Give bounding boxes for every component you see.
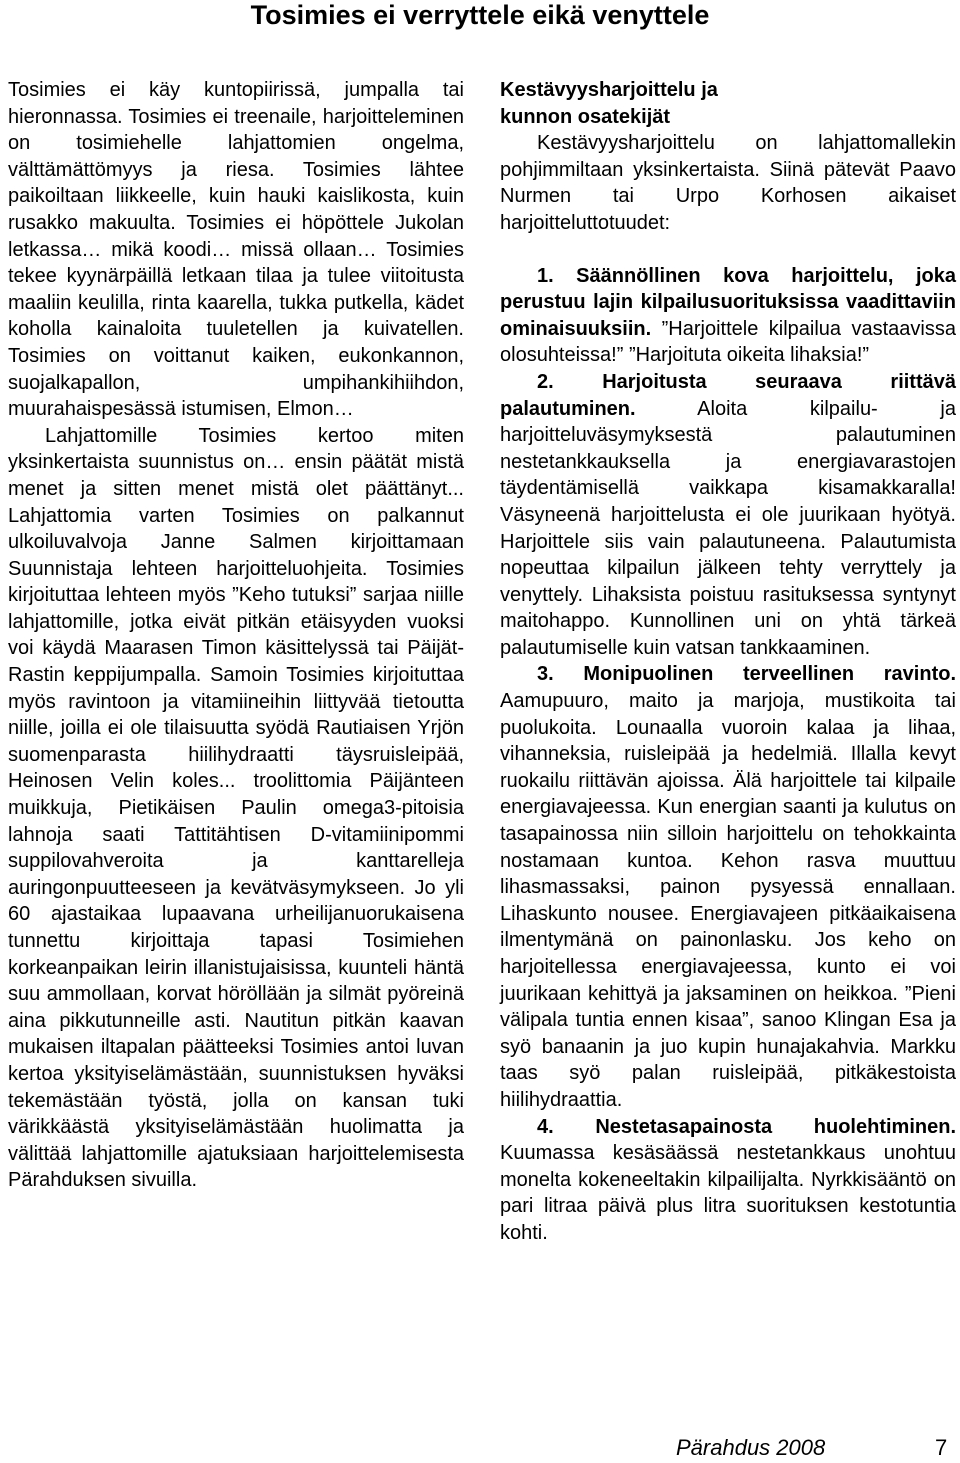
publication-name: Pärahdus 2008 [676, 1435, 826, 1460]
intro-paragraph: Kestävyysharjoittelu on lahjattomallekin pohjimmiltaan yksinkertaista. Siinä pätevät Paavo Nurmen tai Urpo Korhosen aikaiset harjoitteluttotuudet: [500, 132, 956, 234]
numbered-item-body: ”Harjoittele kilpailua vastaavissa olosuhteissa!” ”Harjoituta oikeita lihaksia!” [500, 317, 956, 367]
numbered-item-heading: 2. Harjoitusta seuraava riittävä palautuminen. [500, 370, 956, 420]
numbered-item-body: Kuumassa kesäsäässä nestetankkaus unohtuu monelta kokeneeltakin kilpailijalta. Nyrkkisääntö on pari litraa päivä plus litra suorituksen kestotuntia kohti. [500, 1142, 956, 1244]
numbered-item-body: Aloita kilpailu- ja harjoitteluväsymyksestä palautuminen nestetankkauksella ja energiavarastojen täydentämisellä vaikkapa kisamakkaralla! Väsyneenä harjoittelusta ei ole juurikaan hyötyä. Harjoittele siis vain palautuneena. Palautumista nopeuttaa kilpailun jälkeen tehty verryttely ja venyttely. Lihaksista poistuu rasituksessa syntynyt maitohappo. Kunnollinen uni on yhtä tärkeä palautumiselle kuin vatsan tankkaaminen. [500, 397, 956, 659]
page-number: 7 [935, 1435, 948, 1460]
section-heading-line: Kestävyysharjoittelu ja [500, 79, 718, 101]
numbered-item-body: Aamupuuro, maito ja marjoja, mustikoita tai puolukoita. Lounaalla vuoroin kalaa ja lihaa, vihanneksia, ruisleipää ja hedelmiä. Illalla kevyt ruokailu riittävän ajoissa. Älä harjoittele tai kilpaile energiavajeessa. Kun energian saanti ja kulutus on tasapainossa niin silloin harjoittelu on tehokkainta nostamaan kuntoa. Kehon rasva muuttuu lihasmassaksi, painon pysyessä ennallaan. Lihaskunto nousee. Energiavajeen pitkäaikaisena ilmentymänä on painonlasku. Jos keho on harjoitellessa energiavajeessa, kunto ei voi juurikaan kehittyä ja jaksaminen on heikkoa. ”Pieni välipala tuntia ennen kisaa”, sanoo Klingan Esa ja syö banaanin ja juo kupin hunajakahvia. Markku taas syö palan ruisleipää, pitkäkestoista hiilihydraattia. [500, 690, 956, 1111]
numbered-item-heading: 1. Säännöllinen kova harjoittelu, joka perustuu lajin kilpailusuorituksissa vaadittaviin ominaisuuksiin. [500, 264, 956, 340]
numbered-item [500, 263, 956, 369]
page-footer [0, 1433, 960, 1463]
article-paragraph: Lahjattomille Tosimies kertoo miten yksinkertaista suunnistus on… ensin päätät mistä menet ja sitten menet mistä olet päättänyt... Lahjattomia varten Tosimies on palkannut ulkoiluvalvoja Janne Salmen kirjoittamaan Suunnistaja lehteen harjoitteluohjeita. Tosimies kirjoituttaa lehteen myös ”Keho tutuksi” sarjaa niille lahjattomille, jotka eivät pitkän etäisyyden vuoksi voi käydä Maarasen Timon käsittelyssä tai Päijät-Rastin keppijumpalla. Samoin Tosimies kirjoituttaa myös ravintoon ja vitamiineihin liittyvää tietoutta niille, joilla ei ole tilaisuutta syödä Rautiaisen Yrjön suomenparasta hiilihydraatti täysruisleipää, Heinosen Velin koles... troolittomia Päijänteen muikkuja, Pietikäisen Paulin omega3-pitoisia lahnoja saati Tattitähtisen D-vitamiinipommi suppilovahveroita ja kanttarelleja auringonpuutteeseen ja kevätväsymykseen. Jo yli 60 ajastaikaa lupaavana urheilijanuorukaisena tunnettu kirjoittaja tapasi Tosimiehen korkeanpaikan leirin illanistujaisissa, kuunteli häntä suu ammollaan, korvat höröllään ja silmät pyöreinä aina pikkutunneille asti. Nautitun pitkän kaavan mukaisen iltapalan päätteeksi Tosimies antoi luvan kertoa yksityiselämästään, suunnistuksen hyväksi tekemästään työstä, jolla on kansan tuki värikkäästä yksityiselämästään huolimatta ja välittää lahjattomille ajatuksiaan harjoittelemisesta Pärahduksen sivuilla. [8, 424, 464, 1192]
numbered-item [500, 369, 956, 662]
numbered-item-heading: 4. Nestetasapainosta huolehtiminen. [537, 1115, 956, 1138]
numbered-item [500, 661, 956, 1113]
article-paragraph: Tosimies ei käy kuntopiirissä, jumpalla tai hieronnassa. Tosimies ei treenaile, harjoitteleminen on tosimiehelle lahjattomien ongelma, välttämättömyys ja riesa. Tosimies lähtee paikoiltaan liikkeelle, kuin hauki kaislikosta, kuin rusakko makuulta. Tosimies ei höpöttele Jukolan letkassa… mikä koodi… missä ollaan… Tosimies tekee kyynärpäillä letkaan tilaa ja tulee viitoitusta maaliin keulilla, rinta kaarella, tukka putkella, kädet koholla kainaloita tuuletellen ja kuivatellen. Tosimies on voittanut kaiken, eukonkannon, suojalkapallon, umpihankihiihdon, muurahaispesässä istumisen, Elmon… [8, 79, 464, 421]
numbered-item [500, 1114, 956, 1247]
section-heading-line: kunnon osatekijät [500, 105, 671, 128]
spacer [500, 237, 956, 263]
page-title: Tosimies ei verryttele eikä venyttele [250, 0, 710, 30]
left-column [8, 77, 464, 1194]
section-heading [500, 77, 956, 130]
numbered-item-heading: 3. Monipuolinen terveellinen ravinto. [537, 663, 956, 686]
right-column [500, 77, 956, 1247]
